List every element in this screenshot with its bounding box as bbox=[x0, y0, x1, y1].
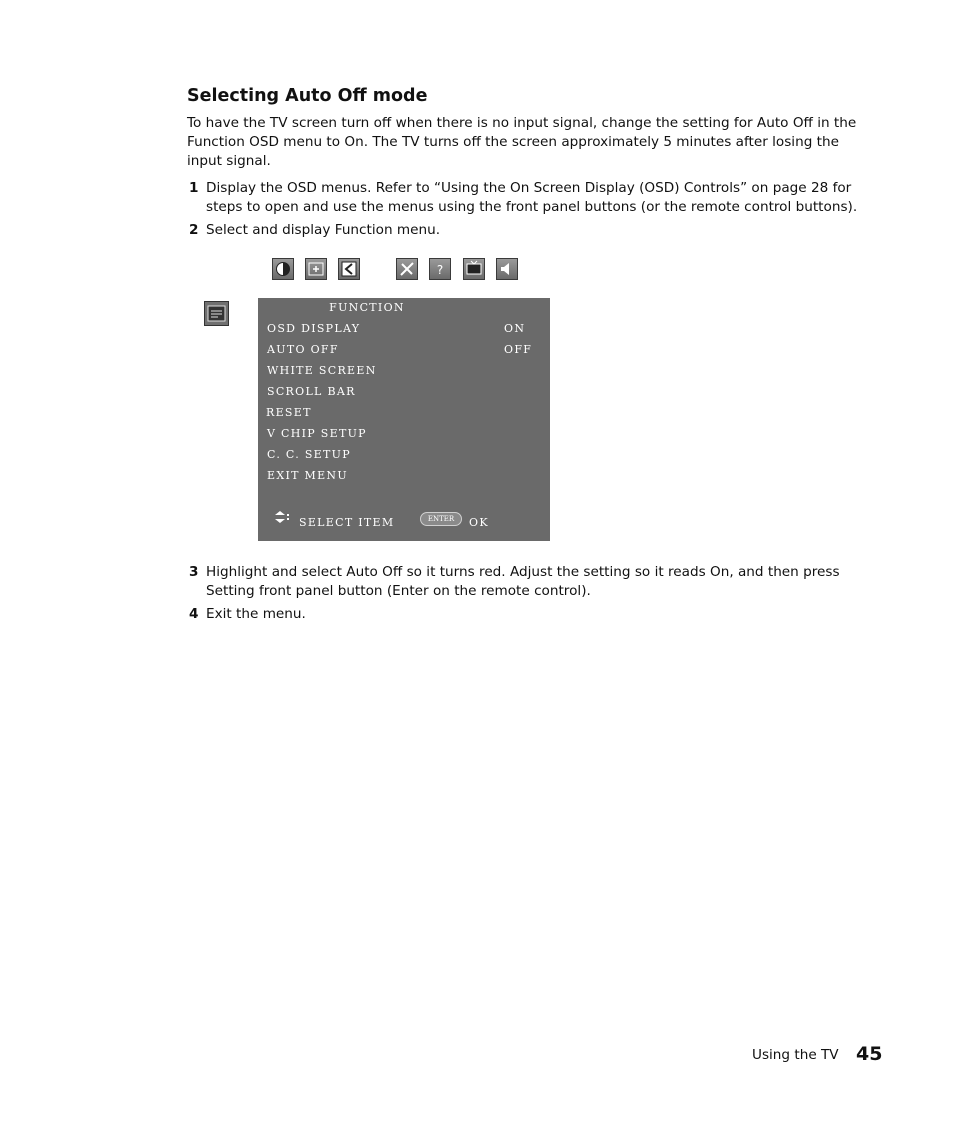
osd-item-cc-setup[interactable]: C. C. SETUP bbox=[267, 448, 351, 461]
input-icon bbox=[338, 258, 360, 280]
step-3 bbox=[187, 563, 877, 601]
osd-ok-label: OK bbox=[469, 516, 489, 529]
osd-item-osd-display[interactable]: OSD DISPLAY bbox=[267, 322, 361, 335]
tv-icon bbox=[463, 258, 485, 280]
step-number: 3 bbox=[189, 564, 199, 580]
step-4 bbox=[187, 605, 877, 624]
osd-tab-icons bbox=[0, 258, 954, 284]
step-number: 1 bbox=[189, 180, 199, 196]
step-text: Highlight and select Auto Off so it turns red. Adjust the setting so it reads On, and then press Setting front panel button (Enter on the remote control). bbox=[206, 564, 840, 599]
osd-item-scroll-bar[interactable]: SCROLL BAR bbox=[267, 385, 356, 398]
position-icon bbox=[305, 258, 327, 280]
step-number: 4 bbox=[189, 606, 199, 622]
osd-item-reset[interactable]: RESET bbox=[266, 406, 312, 419]
step-1 bbox=[187, 179, 877, 217]
section-heading: Selecting Auto Off mode bbox=[187, 86, 428, 106]
osd-value-osd-display: ON bbox=[504, 322, 526, 335]
osd-title: FUNCTION bbox=[329, 301, 405, 314]
osd-item-exit-menu[interactable]: EXIT MENU bbox=[267, 469, 348, 482]
step-text: Exit the menu. bbox=[206, 606, 306, 622]
function-menu-icon bbox=[204, 301, 229, 326]
page-number: 45 bbox=[856, 1043, 883, 1065]
osd-item-auto-off[interactable]: AUTO OFF bbox=[267, 343, 339, 356]
osd-value-auto-off: OFF bbox=[504, 343, 533, 356]
step-number: 2 bbox=[189, 222, 199, 238]
osd-select-item-label: SELECT ITEM bbox=[299, 516, 395, 529]
footer-section-title: Using the TV bbox=[752, 1047, 839, 1063]
up-down-arrow-icon bbox=[273, 510, 291, 524]
help-icon bbox=[429, 258, 451, 280]
audio-icon bbox=[496, 258, 518, 280]
osd-item-v-chip-setup[interactable]: V CHIP SETUP bbox=[267, 427, 367, 440]
tools-icon bbox=[396, 258, 418, 280]
step-text: Select and display Function menu. bbox=[206, 222, 441, 238]
svg-text:?: ? bbox=[436, 263, 444, 277]
enter-button-icon: ENTER bbox=[420, 512, 462, 526]
osd-function-menu bbox=[258, 298, 550, 541]
osd-item-white-screen[interactable]: WHITE SCREEN bbox=[267, 364, 377, 377]
step-text: Display the OSD menus. Refer to “Using the On Screen Display (OSD) Controls” on page 28 for steps to open and use the menus using the front panel buttons (or the remote control buttons). bbox=[206, 180, 858, 215]
color-icon bbox=[272, 258, 294, 280]
step-2 bbox=[187, 221, 877, 240]
intro-paragraph: To have the TV screen turn off when there is no input signal, change the setting for Auto Off in the Function OSD menu to On. The TV turns off the screen approximately 5 minutes after losing the input signal. bbox=[187, 115, 857, 169]
